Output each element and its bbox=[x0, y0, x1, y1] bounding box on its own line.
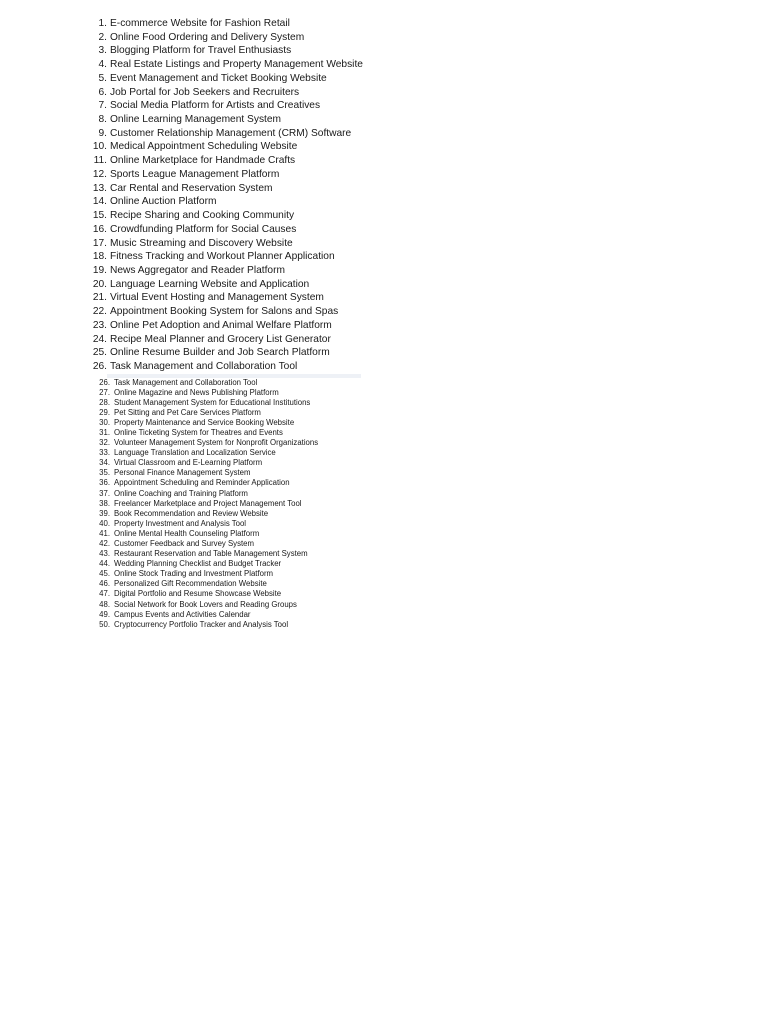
list-item-number: 4. bbox=[98, 59, 107, 71]
list-item-text: Virtual Event Hosting and Management System bbox=[110, 292, 324, 304]
list-item-number: 31. bbox=[99, 427, 110, 437]
list-item-text: Property Maintenance and Service Booking Website bbox=[114, 417, 295, 427]
list-item-text: Online Ticketing System for Theatres and Events bbox=[114, 427, 283, 437]
list-item-text: Wedding Planning Checklist and Budget Tracker bbox=[114, 559, 282, 569]
list-item bbox=[92, 428, 318, 438]
list-item-text: Car Rental and Reservation System bbox=[110, 182, 273, 194]
list-item-text: News Aggregator and Reader Platform bbox=[110, 264, 285, 276]
list-item bbox=[92, 468, 318, 478]
list-item bbox=[86, 195, 363, 209]
list-item-text: Customer Feedback and Survey System bbox=[114, 539, 254, 548]
list-item-number: 44. bbox=[99, 559, 110, 569]
list-item-number: 20. bbox=[92, 278, 107, 290]
list-item bbox=[92, 610, 318, 620]
list-item-number: 34. bbox=[99, 458, 110, 468]
list-item-number: 18. bbox=[92, 251, 107, 263]
list-item-text: Music Streaming and Discovery Website bbox=[110, 237, 293, 249]
list-item-text: Blogging Platform for Travel Enthusiasts bbox=[110, 45, 292, 57]
list-item-number: 50. bbox=[99, 619, 110, 629]
list-item bbox=[86, 333, 363, 347]
list-item-text: Recipe Sharing and Cooking Community bbox=[110, 210, 295, 222]
list-item bbox=[92, 559, 318, 569]
list-item bbox=[86, 264, 363, 278]
list-item-number: 8. bbox=[98, 114, 107, 126]
list-item bbox=[92, 529, 318, 539]
list-item-text: Online Stock Trading and Investment Platform bbox=[114, 569, 274, 579]
list-item-text: Online Marketplace for Handmade Crafts bbox=[110, 155, 296, 167]
list-item-text: Virtual Classroom and E-Learning Platform bbox=[114, 458, 263, 468]
list-item-number: 38. bbox=[99, 498, 110, 508]
list-item bbox=[86, 58, 363, 72]
list-item-number: 23. bbox=[92, 319, 107, 331]
list-item bbox=[86, 154, 363, 168]
list-item-text: Task Management and Collaboration Tool bbox=[114, 377, 258, 387]
list-item bbox=[92, 478, 318, 488]
list-item-number: 42. bbox=[99, 539, 110, 548]
list-item bbox=[92, 499, 318, 509]
list-item bbox=[86, 31, 363, 45]
list-item-text: Digital Portfolio and Resume Showcase Website bbox=[114, 589, 282, 599]
list-item-text: Volunteer Management System for Nonprofit Organizations bbox=[114, 438, 319, 448]
list-item-number: 24. bbox=[92, 333, 107, 345]
list-item-number: 37. bbox=[99, 488, 110, 498]
list-item-text: Property Investment and Analysis Tool bbox=[114, 518, 247, 528]
list-item-number: 27. bbox=[99, 387, 110, 397]
list-item-text: Event Management and Ticket Booking Website bbox=[110, 72, 327, 84]
list-item bbox=[92, 549, 318, 559]
list-item-text: Crowdfunding Platform for Social Causes bbox=[110, 223, 297, 235]
list-item bbox=[92, 458, 318, 468]
list-item-number: 45. bbox=[99, 569, 110, 579]
list-item-number: 25. bbox=[92, 347, 107, 359]
list-item-text: Book Recommendation and Review Website bbox=[114, 508, 269, 518]
list-item-number: 9. bbox=[98, 127, 107, 139]
list-item-number: 5. bbox=[98, 72, 107, 84]
list-item-number: 32. bbox=[99, 438, 110, 448]
list-item bbox=[86, 223, 363, 237]
list-item-number: 16. bbox=[92, 223, 107, 235]
list-item bbox=[86, 86, 363, 100]
list-item bbox=[86, 346, 363, 360]
list-item bbox=[92, 448, 318, 458]
list-item bbox=[92, 589, 318, 599]
list-item-text: Medical Appointment Scheduling Website bbox=[110, 141, 298, 153]
list-item bbox=[92, 438, 318, 448]
list-item-number: 40. bbox=[99, 518, 110, 528]
list-item-number: 35. bbox=[99, 468, 110, 478]
list-item bbox=[92, 569, 318, 579]
list-item-text: Fitness Tracking and Workout Planner Application bbox=[110, 251, 335, 263]
list-item-number: 7. bbox=[98, 100, 107, 112]
list-item-number: 11. bbox=[93, 155, 107, 167]
list-item-number: 26. bbox=[99, 377, 110, 387]
list-item-number: 22. bbox=[92, 306, 107, 318]
list-item bbox=[92, 509, 318, 519]
list-item-text: Language Translation and Localization Service bbox=[114, 448, 276, 458]
list-item-number: 14. bbox=[92, 196, 107, 208]
list-item bbox=[92, 398, 318, 408]
project-ideas-list-primary bbox=[86, 17, 363, 374]
list-item-text: Language Learning Website and Application bbox=[110, 278, 310, 290]
list-item-number: 43. bbox=[99, 549, 110, 559]
list-item-text: E-commerce Website for Fashion Retail bbox=[110, 18, 290, 29]
list-item-text: Online Mental Health Counseling Platform bbox=[114, 528, 260, 538]
list-item bbox=[92, 519, 318, 529]
list-item-number: 3. bbox=[98, 45, 107, 57]
list-item-number: 13. bbox=[92, 182, 107, 194]
list-item-number: 26. bbox=[92, 360, 107, 372]
list-item bbox=[92, 388, 318, 398]
list-item-text: Pet Sitting and Pet Care Services Platform bbox=[114, 407, 261, 417]
list-item-text: Restaurant Reservation and Table Management System bbox=[114, 549, 308, 559]
list-item-text: Campus Events and Activities Calendar bbox=[114, 609, 251, 619]
list-item-number: 12. bbox=[92, 168, 107, 180]
list-item-number: 6. bbox=[98, 86, 107, 98]
list-item-number: 19. bbox=[92, 264, 107, 276]
list-item-text: Customer Relationship Management (CRM) Software bbox=[110, 127, 352, 139]
list-item bbox=[86, 237, 363, 251]
list-item-number: 28. bbox=[99, 397, 110, 407]
list-item bbox=[92, 600, 318, 610]
list-item bbox=[86, 360, 363, 374]
list-item-number: 2. bbox=[98, 31, 107, 43]
list-item bbox=[86, 278, 363, 292]
list-item bbox=[92, 579, 318, 589]
list-item-text: Sports League Management Platform bbox=[110, 168, 280, 180]
list-item-number: 17. bbox=[92, 237, 107, 249]
list-item-number: 30. bbox=[99, 417, 110, 427]
list-item-text: Online Food Ordering and Delivery System bbox=[110, 31, 305, 43]
list-item-number: 10. bbox=[92, 141, 107, 153]
list-item-number: 21. bbox=[92, 292, 107, 304]
list-item bbox=[86, 113, 363, 127]
list-item-text: Appointment Booking System for Salons and Spas bbox=[110, 306, 339, 318]
list-item-text: Personalized Gift Recommendation Website bbox=[114, 579, 267, 589]
list-item-text: Social Network for Book Lovers and Reading Groups bbox=[114, 599, 297, 609]
list-item-text: Online Magazine and News Publishing Platform bbox=[114, 387, 279, 397]
list-item-number: 41. bbox=[99, 528, 110, 538]
list-item bbox=[86, 72, 363, 86]
list-item-text: Social Media Platform for Artists and Creatives bbox=[110, 100, 321, 112]
list-item bbox=[92, 418, 318, 428]
list-item-text: Cryptocurrency Portfolio Tracker and Analysis Tool bbox=[114, 619, 289, 629]
list-item bbox=[92, 539, 318, 549]
list-item-text: Real Estate Listings and Property Management Website bbox=[110, 59, 363, 71]
list-item-text: Personal Finance Management System bbox=[114, 468, 251, 478]
list-item bbox=[92, 620, 318, 630]
list-item-number: 48. bbox=[99, 599, 110, 609]
list-item-text: Online Auction Platform bbox=[110, 196, 217, 208]
list-item-number: 47. bbox=[99, 589, 110, 599]
list-item-number: 39. bbox=[99, 508, 110, 518]
list-item bbox=[86, 17, 363, 31]
list-item bbox=[86, 127, 363, 141]
list-item-number: 29. bbox=[99, 407, 110, 417]
list-item bbox=[92, 378, 318, 388]
list-item-text: Online Coaching and Training Platform bbox=[114, 488, 248, 498]
list-item-text: Student Management System for Educational Institutions bbox=[114, 397, 311, 407]
list-item-text: Online Learning Management System bbox=[110, 114, 282, 126]
list-item-text: Appointment Scheduling and Reminder Application bbox=[114, 478, 290, 488]
list-item-number: 36. bbox=[99, 478, 110, 488]
list-item-number: 33. bbox=[99, 448, 110, 458]
list-item-text: Job Portal for Job Seekers and Recruiters bbox=[110, 86, 300, 98]
project-ideas-list-secondary bbox=[92, 378, 318, 630]
list-item bbox=[86, 182, 363, 196]
list-item-text: Online Pet Adoption and Animal Welfare Platform bbox=[110, 319, 332, 331]
list-item bbox=[86, 209, 363, 223]
list-item bbox=[86, 319, 363, 333]
list-item bbox=[92, 408, 318, 418]
list-item-text: Task Management and Collaboration Tool bbox=[110, 360, 298, 372]
list-item-text: Freelancer Marketplace and Project Management Tool bbox=[114, 498, 302, 508]
list-item-number: 49. bbox=[99, 609, 110, 619]
list-item bbox=[86, 44, 363, 58]
list-item bbox=[92, 489, 318, 499]
list-item bbox=[86, 305, 363, 319]
list-item-number: 46. bbox=[99, 579, 110, 589]
list-item bbox=[86, 291, 363, 305]
list-item bbox=[86, 168, 363, 182]
list-item-number: 1. bbox=[98, 18, 107, 29]
list-item-text: Online Resume Builder and Job Search Platform bbox=[110, 347, 330, 359]
list-item bbox=[86, 99, 363, 113]
list-item-number: 15. bbox=[92, 210, 107, 222]
list-item bbox=[86, 250, 363, 264]
list-item bbox=[86, 140, 363, 154]
list-item-text: Recipe Meal Planner and Grocery List Generator bbox=[110, 333, 331, 345]
